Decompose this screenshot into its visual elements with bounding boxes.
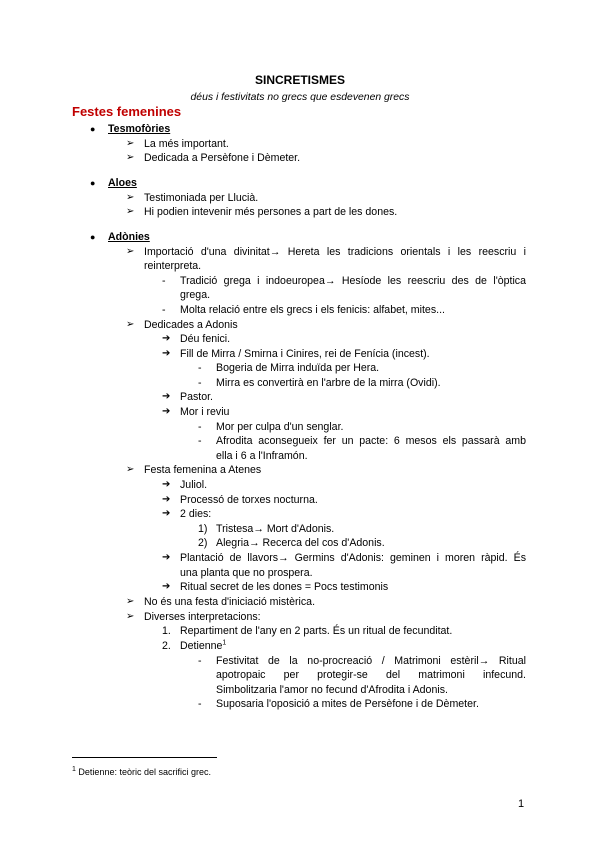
heading-aloes: Aloes [108,177,137,189]
arrow-icon: ➢ [126,138,135,149]
list-item-continued: reinterpreta. [144,260,202,272]
list-item-continued: apotropaic per protegir-se del matrimoni infecund. [216,669,526,681]
list-item: No és una festa d'iniciació mistèrica. [144,596,316,608]
footnote [72,765,211,779]
arrow-right-icon: ➔ [162,494,171,505]
footnote-divider [72,757,217,758]
dash-icon: - [198,421,202,433]
arrow-right-icon: ➔ [162,406,171,417]
list-item: Mor per culpa d'un senglar. [216,421,344,433]
arrow-right-icon: ➔ [162,581,171,592]
arrow-icon: ➢ [126,464,135,475]
arrow-icon: ➢ [126,611,135,622]
list-item: Molta relació entre els grecs i els fenicis: alfabet, mites... [180,304,445,316]
section-heading: Festes femenines [72,104,182,119]
list-item [180,639,226,653]
dash-icon: - [162,275,166,287]
list-item: Mirra es convertirà en l'arbre de la mirra (Ovidi). [216,377,441,389]
list-item: Festa femenina a Atenes [144,464,262,476]
list-item: Repartiment de l'any en 2 parts. És un ritual de fecunditat. [180,625,453,637]
bullet-icon: ● [90,178,96,188]
list-number: 1. [162,625,171,637]
dash-icon: - [198,435,202,447]
list-item: Importació d'una divinitat→ Hereta les tradicions orientals i les reescriu i [144,246,526,258]
list-item: Fill de Mirra / Smirna i Cinires, rei de Fenícia (incest). [180,348,430,360]
list-item: Pastor. [180,391,213,403]
list-item: Festivitat de la no-procreació / Matrimoni estèril→ Ritual [216,655,526,667]
dash-icon: - [198,362,202,374]
dash-icon: - [198,698,202,710]
list-item: Ritual secret de les dones = Pocs testimonis [180,581,389,593]
list-item: Afrodita aconsegueix fer un pacte: 6 mesos els passarà amb [216,435,526,447]
list-item: Plantació de llavors→ Germins d'Adonis: geminen i moren ràpid. És [180,552,526,564]
dash-icon: - [198,655,202,667]
arrow-icon: ➢ [126,206,135,217]
list-item: Bogeria de Mirra induïda per Hera. [216,362,380,374]
list-item: Hi podien intevenir més persones a part de les dones. [144,206,398,218]
page-title: SINCRETISMES [254,73,345,87]
list-item: Testimoniada per Llucià. [144,192,259,204]
footnote-mark: 1 [72,766,76,773]
arrow-right-icon: ➔ [162,552,171,563]
arrow-right-icon: ➔ [162,391,171,402]
arrow-icon: ➢ [126,319,135,330]
footnote-reference[interactable]: 1 [222,639,227,647]
list-item: Juliol. [180,479,208,491]
arrow-icon: ➢ [126,192,135,203]
arrow-right-icon: ➔ [162,479,171,490]
bullet-icon: ● [90,124,96,134]
list-item: 2 dies: [180,508,212,520]
page-subtitle: déus i festivitats no grecs que esdevenen grecs [190,92,410,103]
list-item-continued: ella i 6 a l'Inframón. [216,450,308,462]
list-item: Processó de torxes nocturna. [180,494,318,506]
heading-tesmofories: Tesmofòries [108,123,171,135]
arrow-icon: ➢ [126,596,135,607]
dash-icon: - [162,304,166,316]
list-item: Déu fenici. [180,333,231,345]
list-item: Diverses interpretacions: [144,611,261,623]
list-item: Tradició grega i indoeuropea→ Hesíode les reescriu des de l'òptica [180,275,526,287]
list-item: Alegria→ Recerca del cos d'Adonis. [216,537,385,549]
heading-adonies: Adònies [108,231,150,243]
list-item: Mor i reviu [180,406,230,418]
arrow-right-icon: ➔ [162,348,171,359]
arrow-right-icon: ➔ [162,333,171,344]
list-number: 2) [198,537,208,549]
list-item: Tristesa→ Mort d'Adonis. [216,523,335,535]
list-item: Suposaria l'oposició a mites de Persèfone i de Dèmeter. [216,698,479,710]
dash-icon: - [198,377,202,389]
list-item-continued: Simbolitzaria l'amor no fecund d'Afrodita i Adonis. [216,684,448,696]
detienne-label: Detienne [180,640,223,652]
bullet-icon: ● [90,232,96,242]
list-number: 2. [162,640,171,652]
list-item-continued: grega. [180,289,211,301]
page-number: 1 [518,798,525,810]
footnote-text: Detienne: teòric del sacrifici grec. [78,767,211,777]
list-item-continued: una planta que no prospera. [180,567,313,579]
list-item: Dedicada a Persèfone i Dèmeter. [144,152,301,164]
arrow-icon: ➢ [126,152,135,163]
list-number: 1) [198,523,208,535]
list-item: La més important. [144,138,229,150]
arrow-icon: ➢ [126,246,135,257]
arrow-right-icon: ➔ [162,508,171,519]
list-item: Dedicades a Adonis [144,319,238,331]
